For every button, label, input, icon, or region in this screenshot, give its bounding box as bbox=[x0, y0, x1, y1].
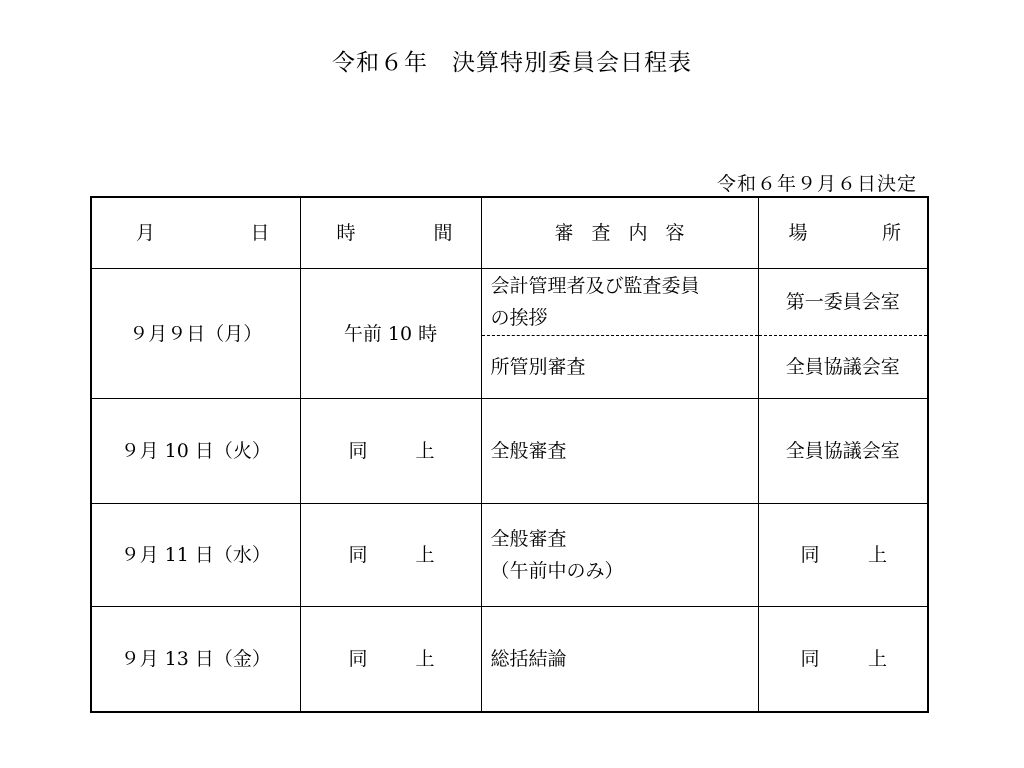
row-place: 同 上 bbox=[758, 504, 928, 607]
row-content: 所管別審査 bbox=[481, 336, 758, 399]
row-date: ９月 13 日（金） bbox=[91, 607, 300, 713]
row-time: 同 上 bbox=[300, 399, 481, 504]
row-place: 第一委員会室 bbox=[758, 269, 928, 336]
row-place: 同 上 bbox=[758, 607, 928, 713]
row-date: ９月 10 日（火） bbox=[91, 399, 300, 504]
header-place: 場 所 bbox=[758, 197, 928, 269]
row-time: 午前 10 時 bbox=[300, 269, 481, 399]
row-content: 全般審査 （午前中のみ） bbox=[481, 504, 758, 607]
schedule-table bbox=[90, 196, 929, 713]
row-time: 同 上 bbox=[300, 504, 481, 607]
decision-date: 令和６年９月６日決定 bbox=[716, 173, 917, 195]
row-time: 同 上 bbox=[300, 607, 481, 713]
row-place: 全員協議会室 bbox=[758, 336, 928, 399]
row-content: 会計管理者及び監査委員 の挨拶 bbox=[481, 269, 758, 336]
table-row bbox=[91, 399, 928, 504]
header-content: 審 査 内 容 bbox=[481, 197, 758, 269]
row-place: 全員協議会室 bbox=[758, 399, 928, 504]
row-date: ９月９日（月） bbox=[91, 269, 300, 399]
table-row bbox=[91, 269, 928, 336]
document-title: 令和６年 決算特別委員会日程表 bbox=[332, 50, 692, 76]
header-row bbox=[91, 197, 928, 269]
table-row bbox=[91, 607, 928, 713]
header-time: 時 間 bbox=[300, 197, 481, 269]
header-date: 月 日 bbox=[91, 197, 300, 269]
row-date: ９月 11 日（水） bbox=[91, 504, 300, 607]
row-content: 全般審査 bbox=[481, 399, 758, 504]
row-content: 総括結論 bbox=[481, 607, 758, 713]
table-row bbox=[91, 504, 928, 607]
